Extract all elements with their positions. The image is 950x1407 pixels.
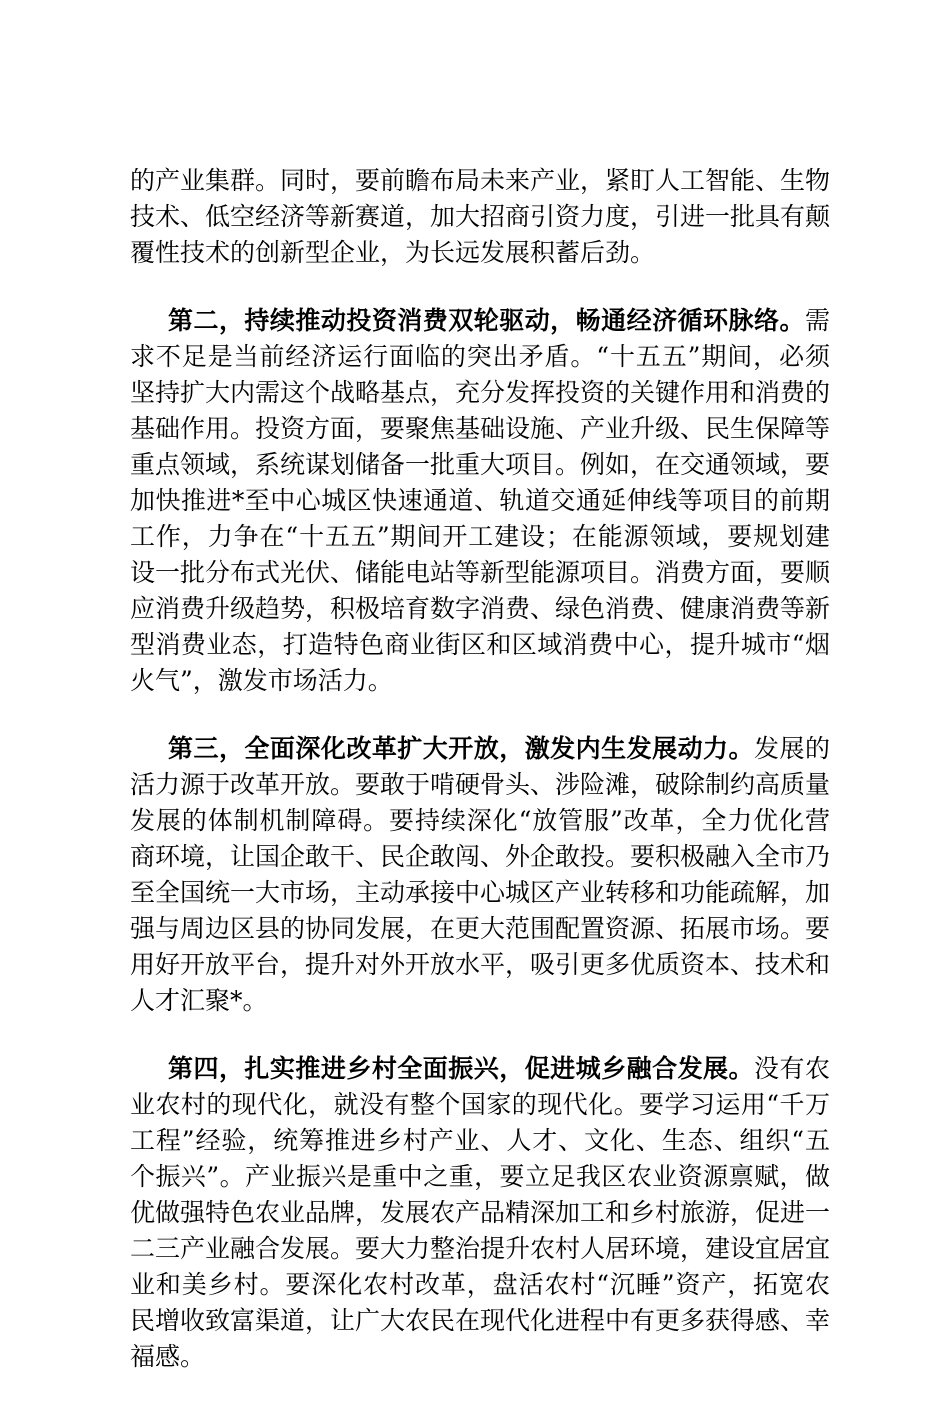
paragraph-continuation <box>130 163 830 271</box>
document-body <box>130 163 830 1407</box>
paragraph-heading: 第二，持续推动投资消费双轮驱动，畅通经济循环脉络。 <box>168 306 805 335</box>
paragraph-second <box>130 303 830 699</box>
paragraph-heading: 第三，全面深化改革扩大开放，激发内生发展动力。 <box>168 734 755 763</box>
paragraph-text: 发展的活力源于改革开放。要敢于啃硬骨头、涉险滩，破除制约高质量发展的体制机制障碍。要持续深化“放管服”改革，全力优化营商环境，让国企敢干、民企敢闯、外企敢投。要积极融入全市乃至全国统一大市场，主动承接中心城区产业转移和功能疏解，加强与周边区县的协同发展，在更大范围配置资源、拓展市场。要用好开放平台，提升对外开放水平，吸引更多优质资本、技术和人才汇聚*。 <box>130 734 831 1015</box>
paragraph-heading: 第四，扎实推进乡村全面振兴，促进城乡融合发展。 <box>168 1054 755 1083</box>
paragraph-text: 没有农业农村的现代化，就没有整个国家的现代化。要学习运用“千万工程”经验，统筹推进乡村产业、人才、文化、生态、组织“五个振兴”。产业振兴是重中之重，要立足我区农业资源禀赋，做优做强特色农业品牌，发展农产品精深加工和乡村旅游，促进一二三产业融合发展。要大力整治提升农村人居环境，建设宜居宜业和美乡村。要深化农村改革，盘活农村“沉睡”资产，拓宽农民增收致富渠道，让广大农民在现代化进程中有更多获得感、幸福感。 <box>130 1054 831 1371</box>
paragraph-text: 的产业集群。同时，要前瞻布局未来产业，紧盯人工智能、生物技术、低空经济等新赛道，加大招商引资力度，引进一批具有颠覆性技术的创新型企业，为长远发展积蓄后劲。 <box>130 166 831 267</box>
paragraph-fourth <box>130 1051 830 1375</box>
paragraph-text: 需求不足是当前经济运行面临的突出矛盾。“十五五”期间，必须坚持扩大内需这个战略基点，充分发挥投资的关键作用和消费的基础作用。投资方面，要聚焦基础设施、产业升级、民生保障等重点领域，系统谋划储备一批重大项目。例如，在交通领域，要加快推进*至中心城区快速通道、轨道交通延伸线等项目的前期工作，力争在“十五五”期间开工建设；在能源领域，要规划建设一批分布式光伏、储能电站等新型能源项目。消费方面，要顺应消费升级趋势，积极培育数字消费、绿色消费、健康消费等新型消费业态，打造特色商业街区和区域消费中心，提升城市“烟火气”，激发市场活力。 <box>130 306 831 695</box>
paragraph-third <box>130 731 830 1019</box>
